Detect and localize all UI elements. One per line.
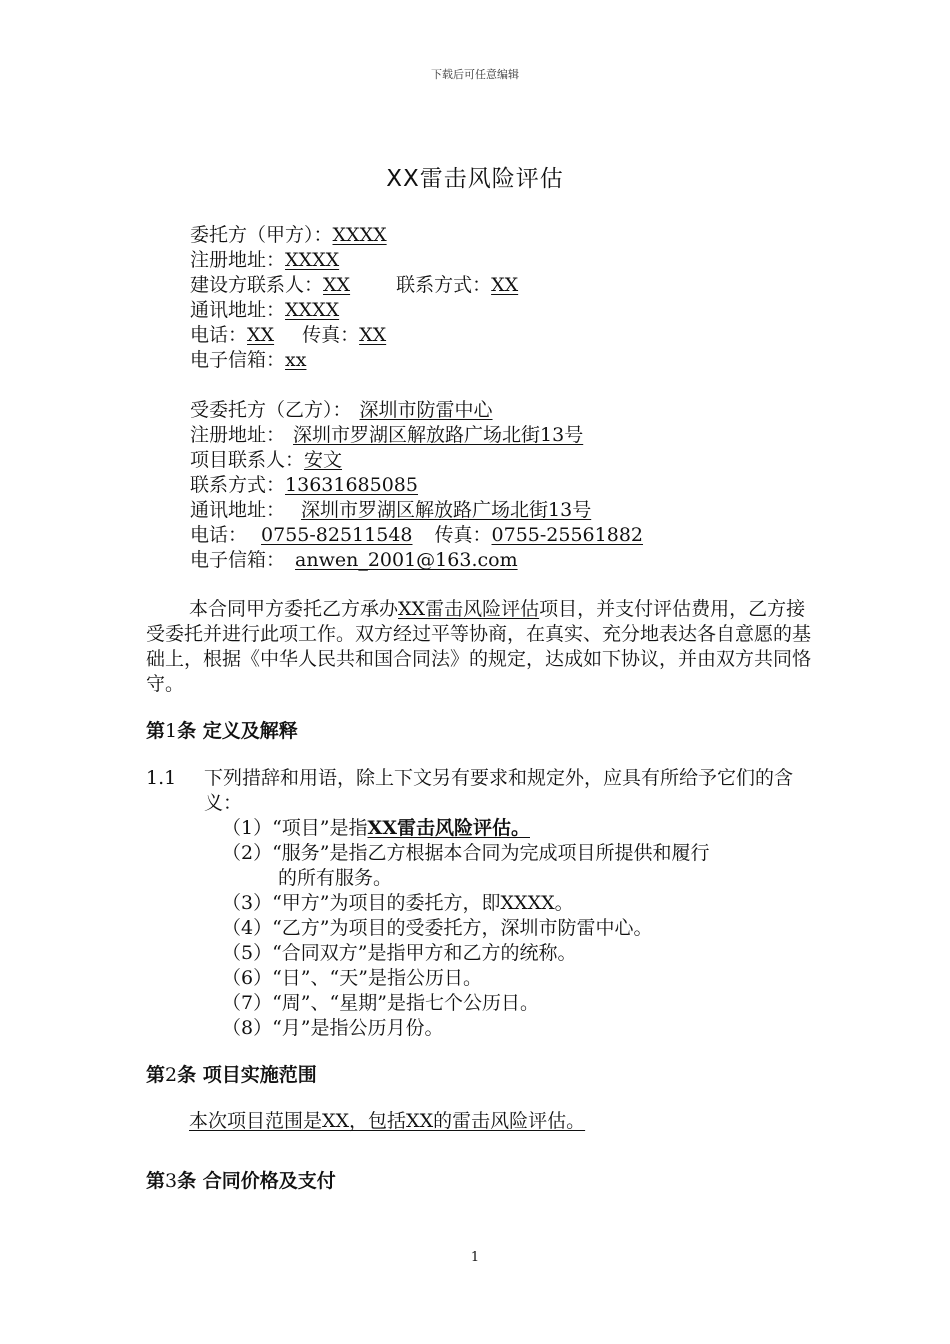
article-3-heading: 第3条 合同价格及支付 (146, 1170, 336, 1192)
party-b-phone-value: 0755-82511548 (261, 524, 413, 546)
party-a-contact-method-label: 联系方式： (396, 274, 492, 296)
party-b-block (190, 398, 643, 573)
party-a-reg-value: XXXX (285, 249, 340, 271)
party-a-phone-value: XX (247, 324, 275, 346)
party-b-addr-label: 通讯地址： (190, 499, 286, 521)
party-b-email-label: 电子信箱： (190, 549, 286, 571)
clause-1-1 (146, 766, 826, 1041)
document-title: XX雷击风险评估 (386, 166, 564, 192)
party-b-name-label: 受委托方（乙方）： (190, 399, 352, 421)
party-a-fax-label: 传真： (302, 324, 360, 346)
party-a-reg-label: 注册地址： (190, 249, 286, 271)
party-b-contact-method-value: 13631685085 (285, 474, 418, 496)
party-a-contact-value: XX (323, 274, 351, 296)
party-a-contact-method-value: XX (491, 274, 519, 296)
party-b-contact-label: 项目联系人： (190, 449, 305, 471)
party-a-addr-value: XXXX (285, 299, 340, 321)
definition-item-8: （8）“月”是指公历月份。 (222, 1017, 444, 1039)
party-b-fax-value: 0755-25561882 (491, 524, 643, 546)
page-number: 1 (470, 1250, 480, 1265)
party-b-contact-method-label: 联系方式： (190, 474, 286, 496)
definition-item-2: （2）“服务”是指乙方根据本合同为完成项目所提供和履行 (222, 842, 710, 864)
party-b-addr-value: 深圳市罗湖区解放路广场北街13号 (301, 499, 592, 521)
definition-item-2-cont: 的所有服务。 (278, 867, 393, 889)
party-a-contact-label: 建设方联系人： (190, 274, 324, 296)
definition-item-3: （3）“甲方”为项目的委托方，即XXXX。 (222, 892, 574, 914)
party-b-reg-label: 注册地址： (190, 424, 286, 446)
definition-item-7: （7）“周”、“星期”是指七个公历日。 (222, 992, 539, 1014)
clause-1-1-text: 下列措辞和用语，除上下文另有要求和规定外，应具有所给予它们的含义： (204, 767, 794, 814)
party-b-reg-value: 深圳市罗湖区解放路广场北街13号 (293, 424, 584, 446)
party-b-phone-label: 电话： (190, 524, 248, 546)
article-1-heading: 第1条 定义及解释 (146, 720, 298, 742)
party-b-email-value: anwen_2001@163.com (295, 549, 518, 571)
party-b-fax-label: 传真： (434, 524, 492, 546)
party-b-name-value: 深圳市防雷中心 (359, 399, 493, 421)
party-b-contact-value: 安文 (304, 449, 343, 471)
article-2-text: 本次项目范围是XX，包括XX的雷击风险评估。 (189, 1110, 586, 1132)
definition-item-4: （4）“乙方”为项目的受委托方，深圳市防雷中心。 (222, 917, 653, 939)
intro-part1: 本合同甲方委托乙方承办 (189, 598, 399, 620)
party-a-name-label: 委托方（甲方）： (190, 224, 333, 246)
party-a-phone-label: 电话： (190, 324, 248, 346)
intro-part2: 项目，并支付评估费用，乙方接受委托并进行此项工作。双方经过平等协商，在真实、充分地表达各自意愿的基础上，根据《中华人民共和国合同法》的规定，达成如下协议，并由双方共同恪守。 (146, 598, 812, 695)
definition-item-1: （1）“项目”是指XX雷击风险评估。 (222, 817, 530, 839)
article-2-heading: 第2条 项目实施范围 (146, 1064, 317, 1086)
party-a-fax-value: XX (359, 324, 387, 346)
party-a-email-label: 电子信箱： (190, 349, 286, 371)
intro-paragraph (146, 597, 816, 697)
definition-item-5: （5）“合同双方”是指甲方和乙方的统称。 (222, 942, 577, 964)
party-a-email-value: xx (285, 349, 307, 371)
definition-item-6: （6）“日”、“天”是指公历日。 (222, 967, 482, 989)
party-a-name-value: XXXX (332, 224, 387, 246)
party-a-block (190, 223, 518, 373)
page-header: 下载后可任意编辑 (431, 68, 519, 81)
intro-project: XX雷击风险评估 (398, 598, 540, 620)
party-a-addr-label: 通讯地址： (190, 299, 286, 321)
clause-1-1-number: 1.1 (146, 767, 177, 789)
